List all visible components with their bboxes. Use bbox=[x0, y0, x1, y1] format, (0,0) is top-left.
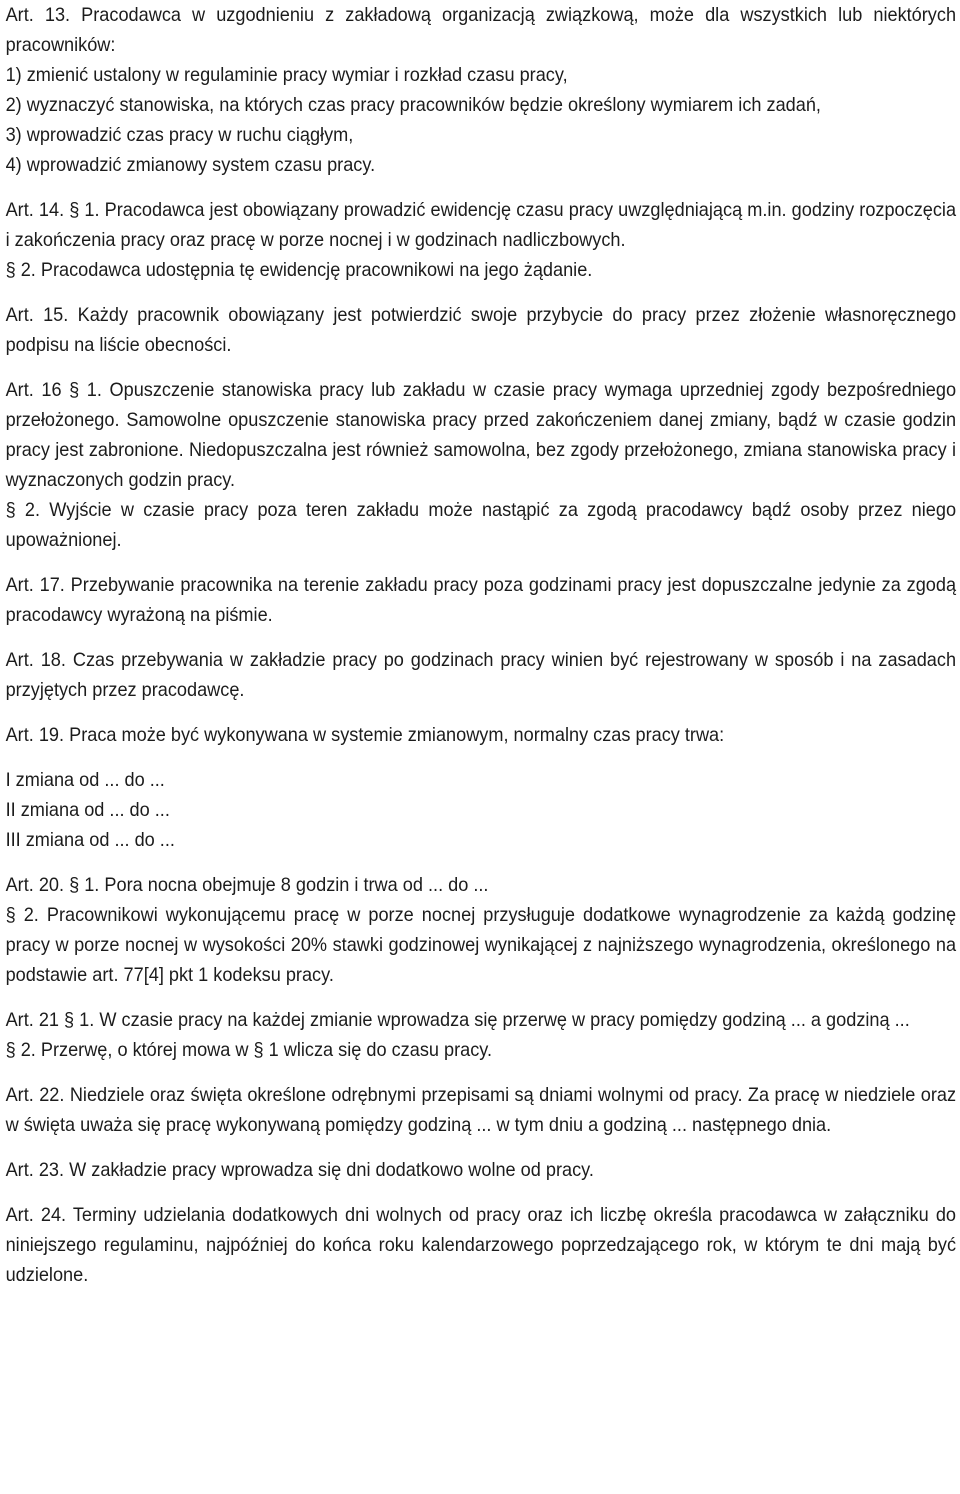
article-20 bbox=[6, 870, 956, 990]
article-16-paragraph-1 bbox=[6, 375, 956, 495]
article-13 bbox=[6, 0, 956, 180]
article-17-heading: Art. 17. bbox=[5, 574, 65, 596]
article-19-text: Praca może być wykonywana w systemie zmianowym, normalny czas pracy trwa: bbox=[69, 724, 725, 746]
article-16-heading: Art. 16 bbox=[5, 379, 62, 401]
article-23-text: W zakładzie pracy wprowadza się dni dodatkowo wolne od pracy. bbox=[69, 1159, 594, 1181]
article-21 bbox=[6, 1005, 956, 1065]
article-15-heading: Art. 15. bbox=[5, 304, 69, 326]
article-14 bbox=[6, 195, 956, 285]
article-14-p1-text: § 1. Pracodawca jest obowiązany prowadzić ewidencję czasu pracy uwzględniającą m.in. godziny rozpoczęcia i zakończenia pracy oraz pracę w porze nocnej i w godzinach nadliczbowych. bbox=[5, 199, 957, 251]
article-20-paragraph-2: § 2. Pracownikowi wykonującemu pracę w porze nocnej przysługuje dodatkowe wynagrodzenie za każdą godzinę pracy w porze nocnej w wysokości 20% stawki godzinowej wynikającej z najniższego wynagrodzenia, określonego na podstawie art. 77[4] pkt 1 kodeksu pracy. bbox=[5, 904, 957, 986]
article-13-intro bbox=[6, 0, 956, 60]
article-18-text: Czas przebywania w zakładzie pracy po godzinach pracy winien być rejestrowany w sposób i na zasadach przyjętych przez pracodawcę. bbox=[5, 649, 957, 701]
article-21-paragraph-1 bbox=[6, 1005, 956, 1035]
article-14-paragraph-2: § 2. Pracodawca udostępnia tę ewidencję pracownikowi na jego żądanie. bbox=[5, 259, 593, 281]
article-19-heading: Art. 19. bbox=[5, 724, 65, 746]
article-13-item-1: 1) zmienić ustalony w regulaminie pracy wymiar i rozkład czasu pracy, bbox=[5, 64, 568, 86]
article-22-heading: Art. 22. bbox=[5, 1084, 65, 1106]
article-19 bbox=[6, 720, 956, 750]
article-24 bbox=[6, 1200, 956, 1290]
article-17-text-block bbox=[6, 570, 956, 630]
article-23 bbox=[6, 1155, 956, 1185]
shift-3: III zmiana od ... do ... bbox=[5, 829, 175, 851]
article-21-paragraph-2: § 2. Przerwę, o której mowa w § 1 wlicza się do czasu pracy. bbox=[5, 1039, 493, 1061]
article-18-text-block bbox=[6, 645, 956, 705]
article-20-paragraph-1 bbox=[6, 870, 956, 900]
article-15 bbox=[6, 300, 956, 360]
article-23-heading: Art. 23. bbox=[5, 1159, 65, 1181]
shift-1: I zmiana od ... do ... bbox=[5, 769, 165, 791]
article-13-item-4: 4) wprowadzić zmianowy system czasu pracy. bbox=[5, 154, 376, 176]
article-20-p1-text: § 1. Pora nocna obejmuje 8 godzin i trwa od ... do ... bbox=[69, 874, 489, 896]
article-22-text-block bbox=[6, 1080, 956, 1140]
article-21-heading: Art. 21 bbox=[5, 1009, 60, 1031]
shift-list bbox=[6, 765, 956, 855]
article-16-p1-text: § 1. Opuszczenie stanowiska pracy lub zakładu w czasie pracy wymaga uprzedniej zgody bezpośredniego przełożonego. Samowolne opuszczenie stanowiska pracy przed zakończeniem danej zmiany, bądź w czasie godzin pracy jest zabronione. Niedopuszczalna jest również samowolna, bez zgody przełożonego, zmiana stanowiska pracy i wyznaczonych godzin pracy. bbox=[5, 379, 957, 491]
article-19-text-block bbox=[6, 720, 956, 750]
article-15-text: Każdy pracownik obowiązany jest potwierdzić swoje przybycie do pracy przez złożenie własnoręcznego podpisu na liście obecności. bbox=[5, 304, 957, 356]
shift-2: II zmiana od ... do ... bbox=[5, 799, 170, 821]
article-13-item-2: 2) wyznaczyć stanowiska, na których czas pracy pracowników będzie określony wymiarem ich zadań, bbox=[5, 94, 821, 116]
article-15-text-block bbox=[6, 300, 956, 360]
article-20-heading: Art. 20. bbox=[5, 874, 65, 896]
article-13-intro-text: Pracodawca w uzgodnieniu z zakładową organizacją związkową, może dla wszystkich lub niektórych pracowników: bbox=[5, 4, 957, 56]
article-17 bbox=[6, 570, 956, 630]
article-24-text: Terminy udzielania dodatkowych dni wolnych od pracy oraz ich liczbę określa pracodawca w załączniku do niniejszego regulaminu, najpóźniej do końca roku kalendarzowego poprzedzającego rok, w którym te dni mają być udzielone. bbox=[5, 1204, 957, 1286]
article-23-text-block bbox=[6, 1155, 956, 1185]
article-14-paragraph-1 bbox=[6, 195, 956, 255]
article-14-heading: Art. 14. bbox=[5, 199, 65, 221]
article-21-p1-text: § 1. W czasie pracy na każdej zmianie wprowadza się przerwę w pracy pomiędzy godziną ... a godziną ... bbox=[64, 1009, 910, 1031]
article-24-heading: Art. 24. bbox=[5, 1204, 67, 1226]
article-18-heading: Art. 18. bbox=[5, 649, 66, 671]
article-16 bbox=[6, 375, 956, 555]
article-13-item-3: 3) wprowadzić czas pracy w ruchu ciągłym, bbox=[5, 124, 354, 146]
article-24-text-block bbox=[6, 1200, 956, 1290]
article-22-text: Niedziele oraz święta określone odrębnymi przepisami są dniami wolnymi od pracy. Za pracę w niedziele oraz w święta uważa się pracę wykonywaną pomiędzy godziną ... w tym dniu a godziną ... następnego dnia. bbox=[5, 1084, 957, 1136]
article-18 bbox=[6, 645, 956, 705]
article-17-text: Przebywanie pracownika na terenie zakładu pracy poza godzinami pracy jest dopuszczalne jedynie za zgodą pracodawcy wyrażoną na piśmie. bbox=[5, 574, 957, 626]
article-13-heading: Art. 13. bbox=[5, 4, 71, 26]
article-16-paragraph-2: § 2. Wyjście w czasie pracy poza teren zakładu może nastąpić za zgodą pracodawcy bądź osoby przez niego upoważnionej. bbox=[5, 499, 957, 551]
article-22 bbox=[6, 1080, 956, 1140]
